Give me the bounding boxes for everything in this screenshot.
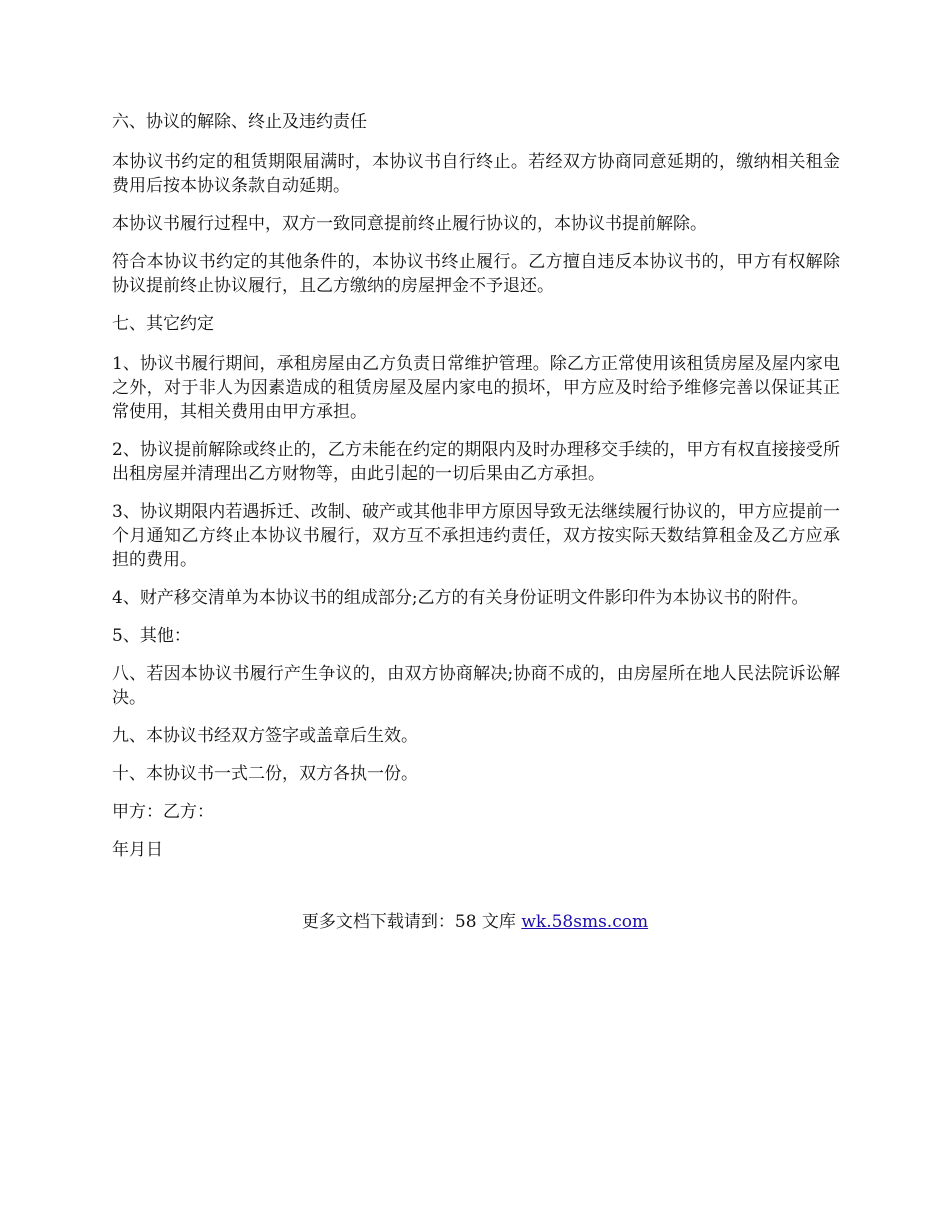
signature-line: 甲方：乙方： — [112, 802, 214, 822]
clause-4-attachments: 4、财产移交清单为本协议书的组成部分;乙方的有关身份证明文件影印件为本协议书的附件。 — [112, 588, 809, 608]
clause-5-other: 5、其他： — [112, 626, 191, 646]
section-8-disputes: 八、若因本协议书履行产生争议的，由双方协商解决;协商不成的，由房屋所在地人民法院诉讼解决。 — [112, 664, 840, 708]
section-9-effective: 九、本协议书经双方签字或盖章后生效。 — [112, 726, 418, 746]
clause-2-handover: 2、协议提前解除或终止的，乙方未能在约定的期限内及时办理移交手续的，甲方有权直接接受所出租房屋并清理出乙方财物等，由此引起的一切后果由乙方承担。 — [112, 440, 840, 484]
section-heading-other-terms: 七、其它约定 — [112, 314, 214, 334]
section-10-copies: 十、本协议书一式二份，双方各执一份。 — [112, 764, 418, 784]
document-body — [112, 110, 840, 876]
clause-3-force-majeure: 3、协议期限内若遇拆迁、改制、破产或其他非甲方原因导致无法继续履行协议的，甲方应提前一个月通知乙方终止本协议书履行，双方互不承担违约责任，双方按实际天数结算租金及乙方应承担的费用。 — [112, 502, 840, 570]
date-line: 年月日 — [112, 840, 163, 860]
paragraph-early-termination: 本协议书履行过程中，双方一致同意提前终止履行协议的，本协议书提前解除。 — [112, 214, 707, 234]
footer-link[interactable]: wk.58sms.com — [521, 912, 649, 932]
footer-text: 更多文档下载请到：58 文库 — [301, 912, 522, 932]
clause-1-maintenance: 1、协议书履行期间，承租房屋由乙方负责日常维护管理。除乙方正常使用该租赁房屋及屋内家电之外，对于非人为因素造成的租赁房屋及屋内家电的损坏，甲方应及时给予维修完善以保证其正常使用，其相关费用由甲方承担。 — [112, 354, 840, 422]
paragraph-expiry: 本协议书约定的租赁期限届满时，本协议书自行终止。若经双方协商同意延期的，缴纳相关租金费用后按本协议条款自动延期。 — [112, 152, 840, 196]
paragraph-breach: 符合本协议书约定的其他条件的，本协议书终止履行。乙方擅自违反本协议书的，甲方有权解除协议提前终止协议履行，且乙方缴纳的房屋押金不予退还。 — [112, 252, 840, 296]
section-heading-termination: 六、协议的解除、终止及违约责任 — [112, 112, 367, 132]
download-footer — [0, 910, 950, 934]
